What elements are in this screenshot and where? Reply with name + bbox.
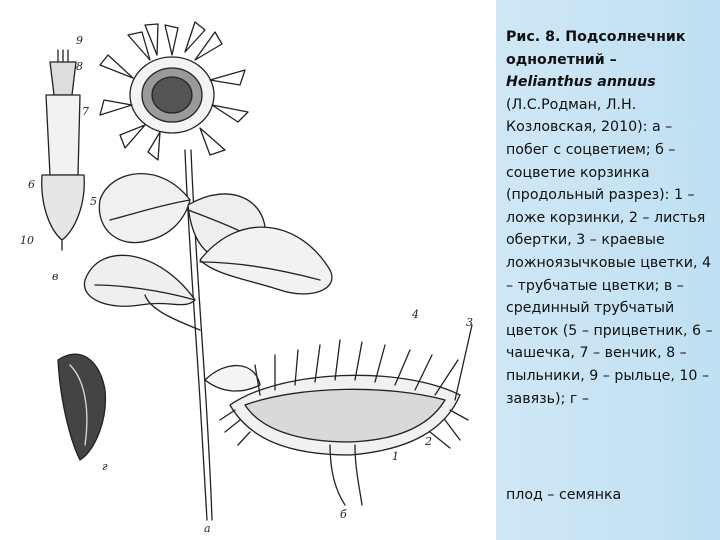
label-2: 2 — [425, 435, 432, 448]
label-6: 6 — [28, 178, 35, 191]
figure-caption — [506, 26, 716, 410]
label-4: 4 — [412, 308, 419, 321]
caption-body: (Л.С.Родман, Л.Н. Козловская, 2010): а – побег с соцветием; б – соцветие корзинка (продольный разрез): 1 – ложе корзинки, 2 – листья обертки, 3 – краевые ложноязычковые цветки, 4 – трубчатые цветки; в – срединный трубчатый цветок (5 – прицветник, 6 – чашечка, 7 – венчик, 8 – пыльники, 9 – рыльце, 10 – завязь); г – — [506, 96, 713, 407]
label-1: 1 — [392, 450, 399, 463]
tubular-flower-drawing — [42, 50, 84, 250]
label-a: а — [204, 522, 211, 535]
seed-drawing — [58, 354, 105, 460]
label-3: 3 — [466, 316, 473, 329]
label-b: б — [340, 508, 347, 521]
caption-title: Рис. 8. Подсолнечник однолетний – — [506, 29, 686, 68]
flower-head — [100, 22, 248, 160]
leaves — [84, 174, 332, 391]
label-9: 9 — [76, 34, 83, 47]
caption-panel — [496, 0, 720, 540]
caption-latin-name: Helianthus annuus — [506, 74, 656, 91]
label-8: 8 — [76, 60, 83, 73]
label-7: 7 — [82, 105, 89, 118]
label-5: 5 — [90, 195, 97, 208]
label-10: 10 — [20, 234, 34, 247]
caption-tail: плод – семянка — [506, 487, 622, 503]
label-g: г — [102, 460, 108, 473]
inflorescence-section-drawing — [220, 325, 472, 505]
label-v: в — [52, 270, 59, 283]
